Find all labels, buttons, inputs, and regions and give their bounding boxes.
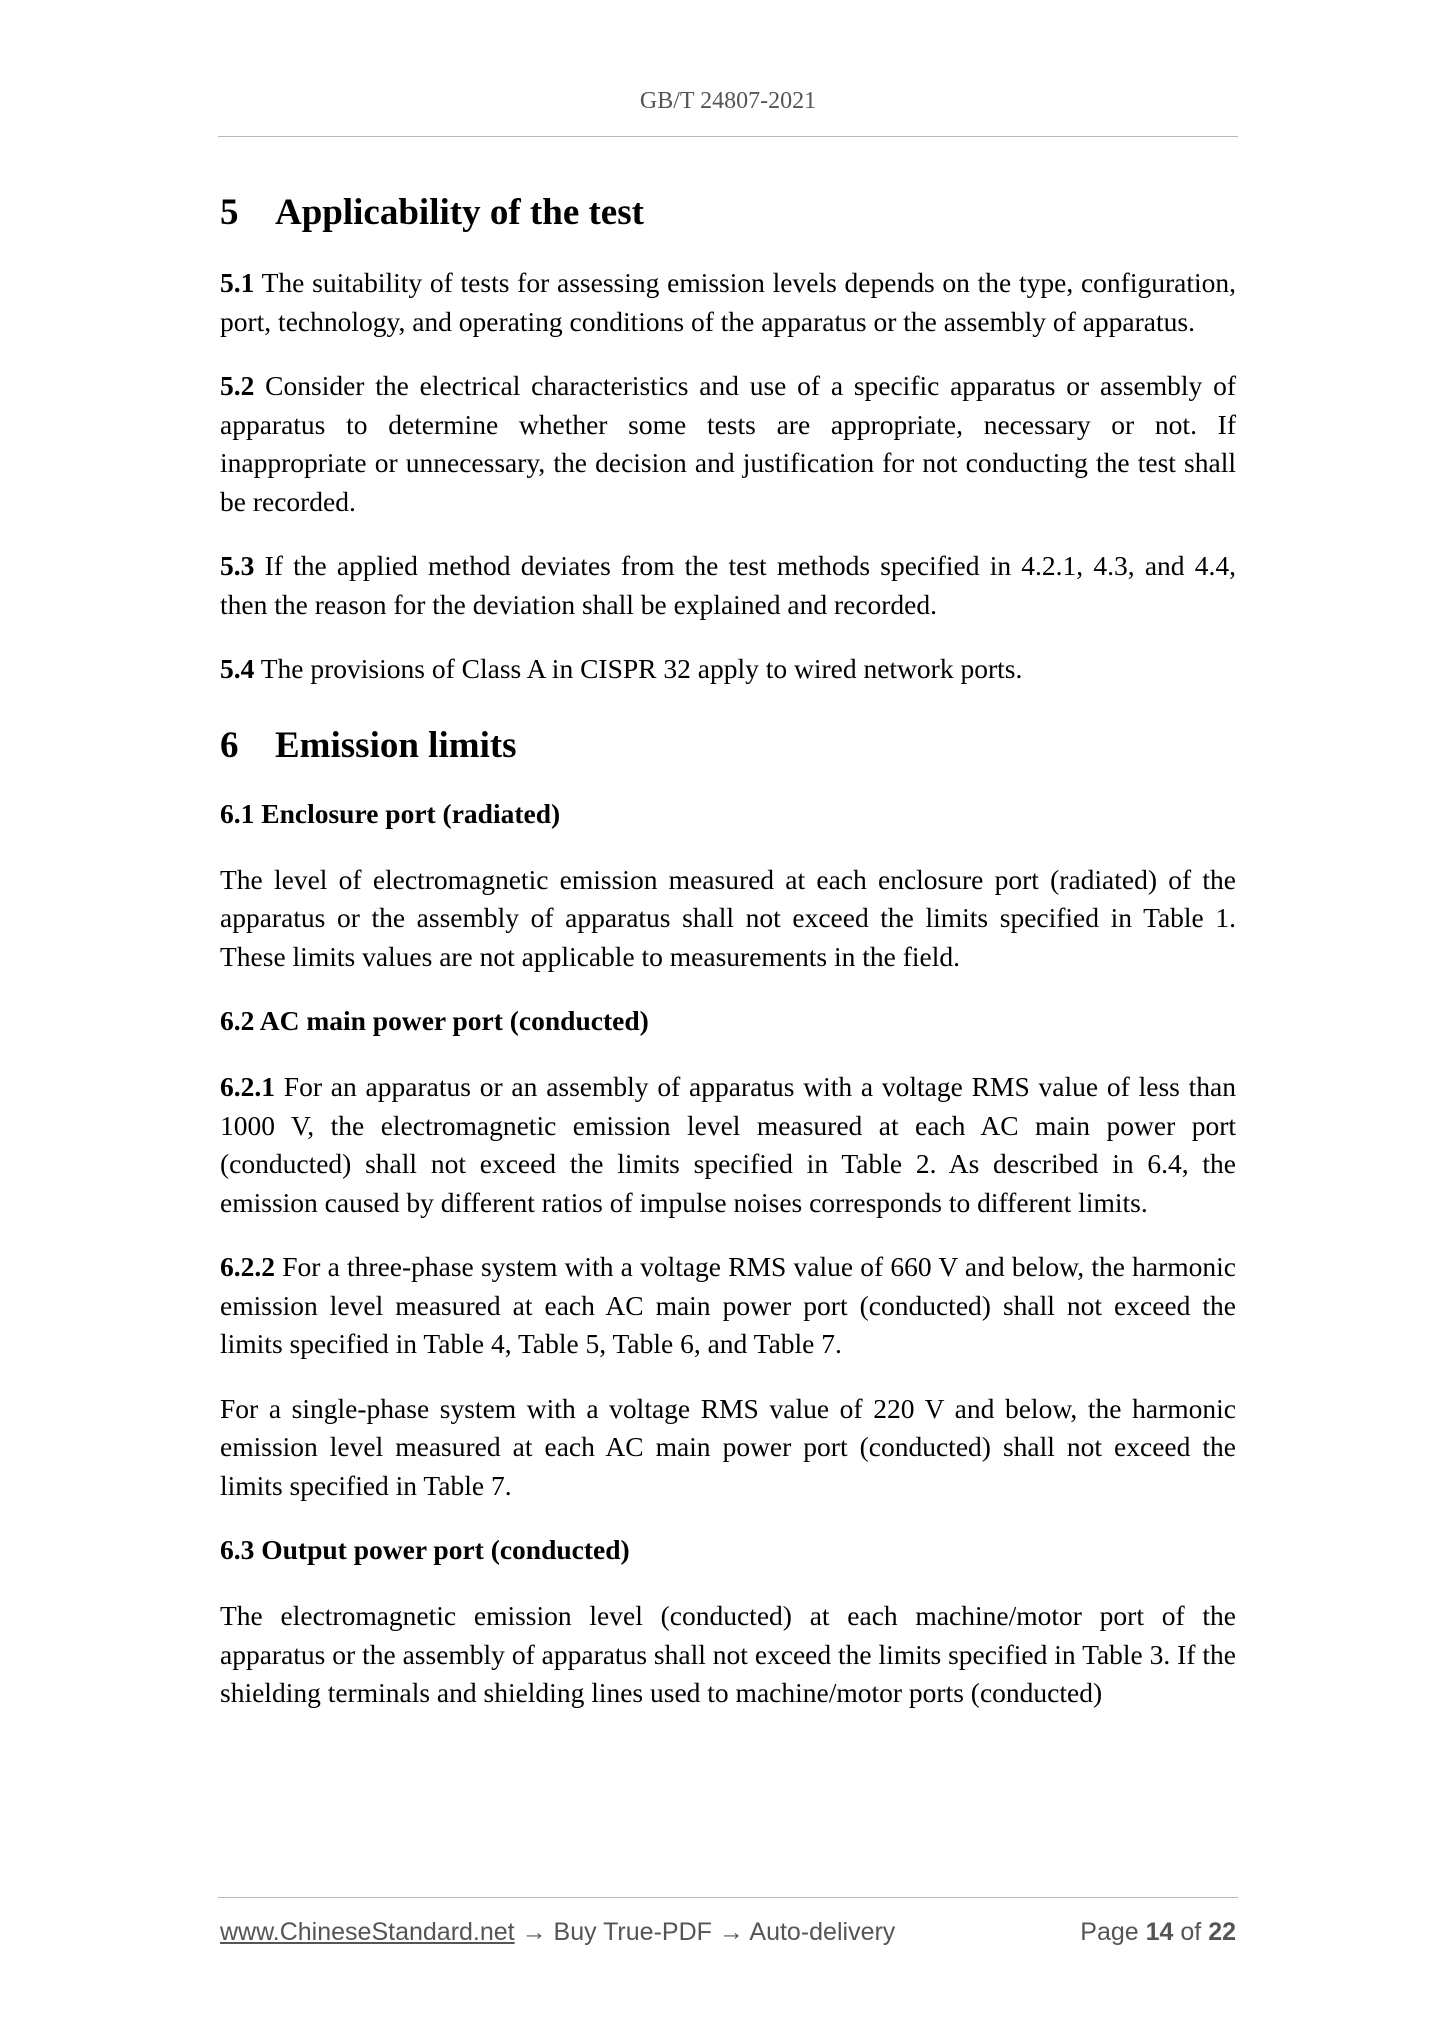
clause-6-2-2 [220, 1248, 1236, 1364]
clause-number: 5.2 [220, 370, 255, 401]
clause-number: 5.4 [220, 653, 255, 684]
section-5-heading [220, 190, 1236, 236]
section-number: 6 [220, 724, 239, 766]
section-title: Applicability of the test [275, 192, 644, 233]
page-word: Page [1080, 1918, 1146, 1946]
footer-promo-tail: → Buy True-PDF → Auto-delivery [514, 1918, 896, 1946]
clause-6-2-1 [220, 1068, 1236, 1222]
page-indicator [1080, 1918, 1236, 1947]
site-link[interactable]: www.ChineseStandard.net [220, 1918, 515, 1946]
clause-text: The provisions of Class A in CISPR 32 apply to wired network ports. [254, 653, 1023, 684]
clause-number: 5.3 [220, 550, 255, 581]
clause-5-2 [220, 367, 1236, 521]
page-footer [220, 1918, 1236, 1952]
clause-number: 5.1 [220, 267, 255, 298]
clause-5-3 [220, 547, 1236, 624]
subsection-6-3-heading: 6.3 Output power port (conducted) [220, 1534, 630, 1565]
section-title: Emission limits [275, 724, 517, 766]
subsection-6-1-heading: 6.1 Enclosure port (radiated) [220, 797, 561, 829]
page-number: 14 [1145, 1918, 1174, 1946]
clause-text: If the applied method deviates from the test methods specified in 4.2.1, 4.3, and 4.4, then the reason for the deviation shall be explained and recorded. [220, 550, 1236, 620]
subsection-6-1-text: The level of electromagnetic emission measured at each enclosure port (radiated) of the apparatus or the assembly of apparatus shall not exceed the limits specified in Table 1. These limits values are not applicable to measurements in the field. [220, 863, 1236, 972]
page-total: 22 [1208, 1918, 1236, 1946]
subsection-6-2-heading: 6.2 AC main power port (conducted) [220, 1005, 649, 1036]
clause-text: For a three-phase system with a voltage RMS value of 660 V and below, the harmonic emission level measured at each AC main power port (conducted) shall not exceed the limits specified in Table 4, Table 5, Table 6, and Table 7. [220, 1251, 1236, 1359]
clause-text: Consider the electrical characteristics and use of a specific apparatus or assembly of apparatus to determine whether some tests are appropriate, necessary or not. If inappropriate or unnecessary, the decision and justification for not conducting the test shall be recorded. [220, 370, 1236, 517]
clause-5-4 [220, 650, 1236, 689]
page-content [220, 190, 1236, 1713]
subsection-6-3-text: The electromagnetic emission level (conducted) at each machine/motor port of the apparatus or the assembly of apparatus shall not exceed the limits specified in Table 3. If the shielding terminals and shielding lines used to machine/motor ports (conducted) [220, 1600, 1236, 1708]
document-header: GB/T 24807-2021 [639, 88, 817, 114]
section-6-heading [220, 723, 1236, 769]
clause-text: The suitability of tests for assessing emission levels depends on the type, configuration, port, technology, and operating conditions of the apparatus or the assembly of apparatus. [220, 267, 1236, 337]
clause-number: 6.2.2 [220, 1251, 275, 1282]
clause-number: 6.2.1 [220, 1071, 275, 1102]
clause-text: For an apparatus or an assembly of apparatus with a voltage RMS value of less than 1000 V, the electromagnetic emission level measured at each AC main power port (conducted) shall not exceed the limits specified in Table 2. As described in 6.4, the emission caused by different ratios of impulse noises corresponds to different limits. [220, 1071, 1236, 1218]
footer-rule [218, 1897, 1238, 1898]
clause-5-1 [220, 264, 1236, 341]
of-word: of [1173, 1918, 1209, 1946]
section-number: 5 [220, 192, 239, 233]
clause-6-2-2-cont: For a single-phase system with a voltage RMS value of 220 V and below, the harmonic emission level measured at each AC main power port (conducted) shall not exceed the limits specified in Table 7. [220, 1392, 1236, 1501]
footer-promo [220, 1918, 895, 1947]
header-rule [218, 136, 1238, 137]
